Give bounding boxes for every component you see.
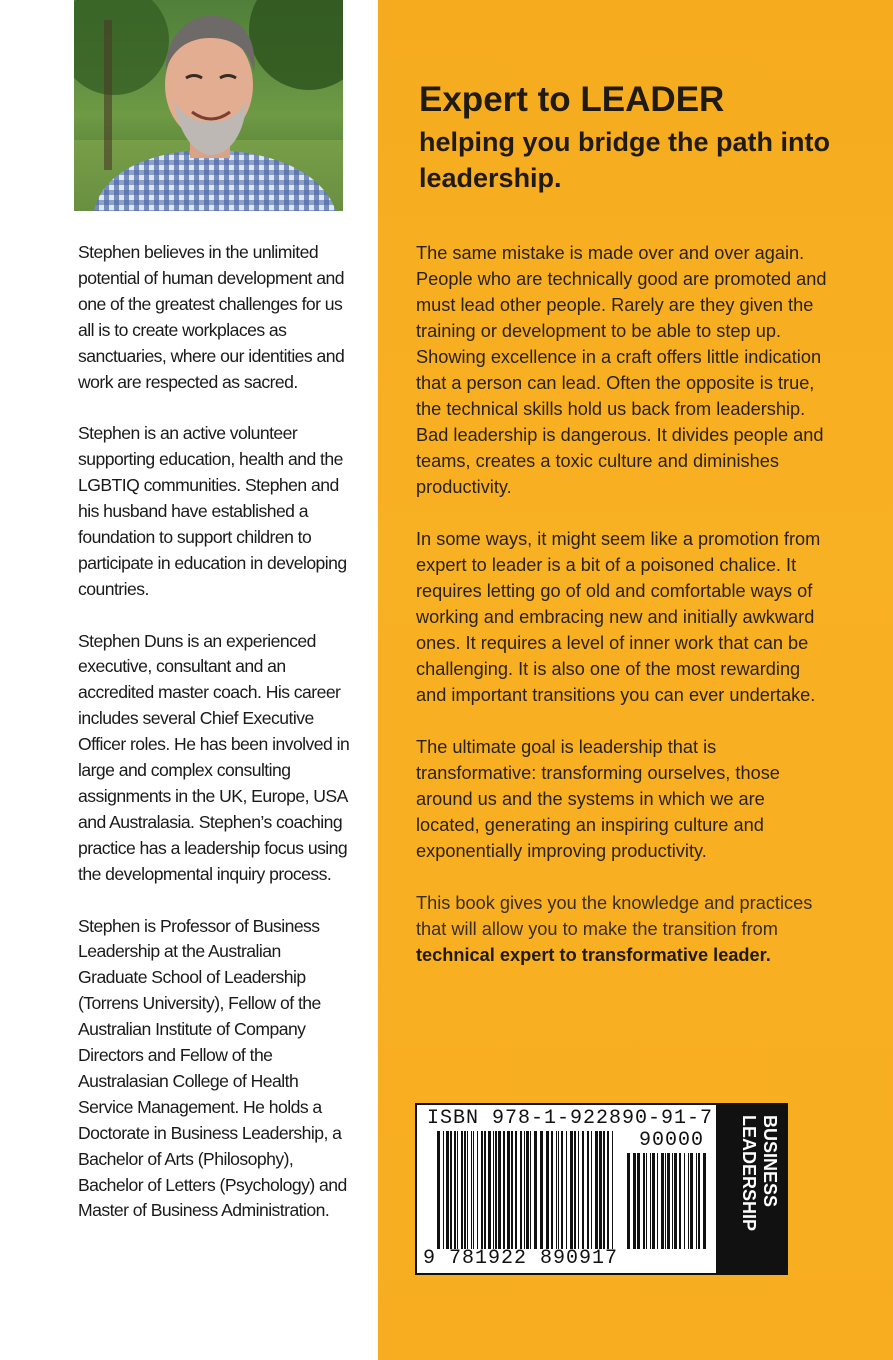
barcode-bar: [520, 1131, 522, 1249]
barcode-bar: [703, 1153, 706, 1249]
blurb-closing: [416, 890, 831, 968]
barcode-bar: [546, 1131, 549, 1249]
book-blurb: [416, 240, 831, 994]
bio-paragraph-4: Stephen is Professor of Business Leadership at the Australian Graduate School of Leadership (Torrens University), Fellow of the Australian Institute of Company Directors and Fellow of the Australasian College of Health Service Management. He holds a Doctorate in Business Leadership, a Bachelor of Arts (Philosophy), Bachelor of Letters (Psychology) and Master of Business Administration.: [78, 915, 347, 1221]
barcode-bar: [637, 1153, 640, 1249]
book-title: Expert to LEADER: [419, 80, 725, 119]
barcode-bar: [698, 1153, 700, 1249]
barcode-bar: [607, 1131, 609, 1249]
barcode-bar: [464, 1131, 466, 1249]
barcode-bar: [477, 1131, 478, 1249]
barcode-bar: [591, 1131, 592, 1249]
author-bio: [78, 240, 350, 1250]
barcode-bar: [507, 1131, 510, 1249]
barcode-bar: [603, 1131, 605, 1249]
price-code: 90000: [639, 1129, 705, 1152]
barcode-bar: [561, 1131, 563, 1249]
barcode-bar: [684, 1153, 685, 1249]
barcode-bar: [627, 1153, 630, 1249]
barcode-bar: [696, 1153, 697, 1249]
addon-bars: [627, 1153, 709, 1249]
category-line-1: BUSINESS: [760, 1115, 780, 1208]
barcode-bar: [665, 1153, 666, 1249]
bio-paragraph-2: Stephen is an active volunteer supporting education, health and the LGBTIQ communities. Stephen and his husband have established a foundation to support children to participate in education in developing countries.: [78, 423, 347, 599]
barcode-bar: [471, 1131, 472, 1249]
barcode-bar: [679, 1153, 681, 1249]
barcode-bar: [646, 1153, 647, 1249]
barcode-bar: [566, 1131, 567, 1249]
barcode-bar: [574, 1131, 576, 1249]
barcode-block: [415, 1103, 788, 1275]
barcode-bar: [587, 1131, 589, 1249]
back-cover-left-panel: [0, 0, 378, 1360]
bio-paragraph-1: Stephen believes in the unlimited potential of human development and one of the greatest challenges for us all is to create workplaces as sanctuaries, where our identities and work are respected as sacred.: [78, 242, 345, 392]
barcode-bar: [443, 1131, 444, 1249]
barcode-bar: [667, 1153, 670, 1249]
barcode-bar: [530, 1131, 531, 1249]
barcode-bar: [690, 1153, 693, 1249]
barcode-bar: [493, 1131, 494, 1249]
barcode-bar: [595, 1131, 598, 1249]
barcode-bar: [551, 1131, 553, 1249]
blurb-paragraph-3: The ultimate goal is leadership that is transformative: transforming ourselves, those around us and the systems in which we are located, generating an inspiring culture and exponentially improving productivity.: [416, 737, 780, 861]
barcode-bar: [450, 1131, 452, 1249]
barcode-bar: [582, 1131, 584, 1249]
barcode-bar: [657, 1153, 658, 1249]
barcode-bar: [643, 1153, 645, 1249]
barcode-bar: [446, 1131, 449, 1249]
barcode-bar: [688, 1153, 689, 1249]
barcode-bar: [515, 1131, 517, 1249]
barcode-bar: [488, 1131, 491, 1249]
ean-bars: [437, 1131, 617, 1249]
barcode-bar: [672, 1153, 673, 1249]
barcode-bar: [633, 1153, 636, 1249]
bio-paragraph-3: Stephen Duns is an experienced executive, consultant and an accredited master coach. His career includes several Chief Executive Officer roles. He has been involved in large and complex consulting assignments in the UK, Europe, USA and Australasia. Stephen’s coaching practice has a leadership focus using the developmental inquiry process.: [78, 630, 350, 884]
barcode-bar: [457, 1131, 458, 1249]
barcode-bar: [558, 1131, 559, 1249]
isbn-label: ISBN 978-1-922890-91-7: [427, 1107, 714, 1130]
barcode-bar: [578, 1131, 579, 1249]
barcode-bar: [652, 1153, 655, 1249]
barcode-bar: [650, 1153, 651, 1249]
blurb-paragraph-1: The same mistake is made over and over again. People who are technically good are promoted and must lead other people. Rarely are they given the training or development to be able to step up. Showing excellence in a craft offers little indication that a person can lead. Often the opposite is true, the technical skills hold us back from leadership. Bad leadership is dangerous. It divides people and teams, creates a toxic culture and diminishes productivity.: [416, 243, 827, 497]
barcode-bar: [511, 1131, 513, 1249]
barcode-bar: [570, 1131, 573, 1249]
barcode-bar: [473, 1131, 474, 1249]
barcode-bar: [612, 1131, 613, 1249]
category-line-2: LEADERSHIP: [739, 1115, 759, 1232]
barcode-bar: [503, 1131, 505, 1249]
barcode-bar: [454, 1131, 456, 1249]
barcode-bar: [534, 1131, 537, 1249]
closing-lead: This book gives you the knowledge and practices that will allow you to make the transition from: [416, 893, 813, 939]
barcode-bar: [526, 1131, 529, 1249]
barcode-bar: [495, 1131, 497, 1249]
barcode-bar: [524, 1131, 525, 1249]
author-photo: [74, 0, 343, 211]
barcode-bar: [461, 1131, 463, 1249]
blurb-paragraph-2: In some ways, it might seem like a promotion from expert to leader is a bit of a poisoned chalice. It requires letting go of old and comfortable ways of working and embracing new and initially awkward ones. It requires a level of inner work that can be challenging. It is also one of the most rewarding and important transitions you can ever undertake.: [416, 529, 821, 705]
ean-digits: 9 781922 890917: [423, 1247, 619, 1270]
barcode-bar: [674, 1153, 677, 1249]
book-subtitle: helping you bridge the path into leadership.: [419, 127, 830, 193]
barcode-bar: [498, 1131, 501, 1249]
book-title-block: [419, 80, 839, 196]
isbn-barcode: [415, 1103, 718, 1275]
barcode-bar: [481, 1131, 483, 1249]
category-label: [718, 1103, 788, 1275]
barcode-bar: [599, 1131, 602, 1249]
barcode-bar: [540, 1131, 543, 1249]
closing-emphasis: technical expert to transformative leader.: [416, 945, 771, 965]
barcode-bar: [661, 1153, 664, 1249]
barcode-bar: [467, 1131, 468, 1249]
barcode-bar: [437, 1131, 440, 1249]
barcode-bar: [484, 1131, 486, 1249]
barcode-bar: [556, 1131, 557, 1249]
